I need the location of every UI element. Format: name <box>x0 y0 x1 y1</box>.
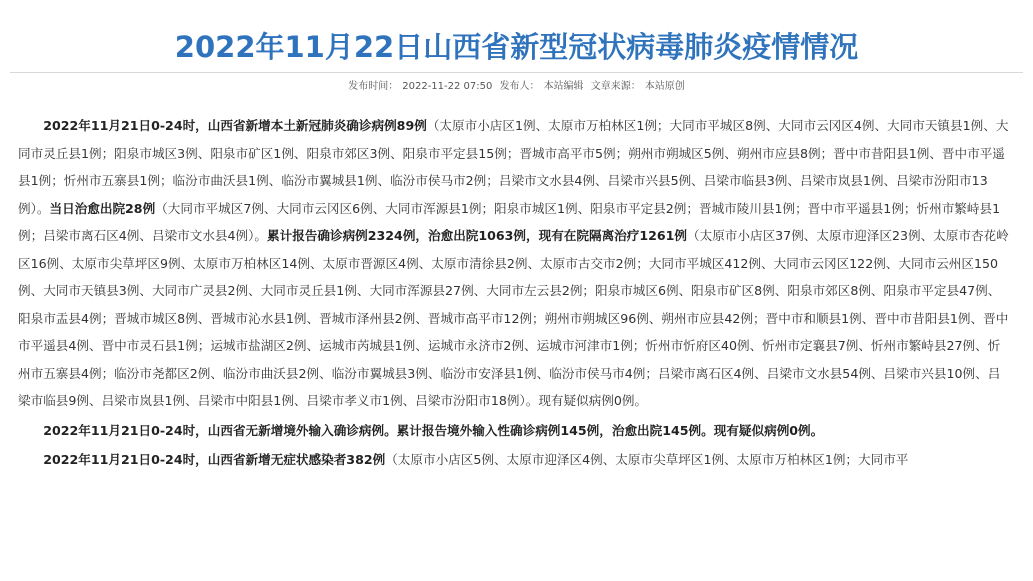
source-label: 文章来源： <box>590 81 641 92</box>
text-segment: （太原市小店区5例、太原市迎泽区4例、太原市尖草坪区1例、太原市万柏林区1例；大同市平 <box>385 452 909 467</box>
article-body <box>18 112 1011 476</box>
text-segment: （太原市小店区37例、太原市迎泽区23例、太原市杏花岭区16例、太原市尖草坪区9例、太原市万柏林区14例、太原市晋源区4例、太原市清徐县2例、太原市古交市2例；大同市平城区412例、大同市云冈区122例、大同市云州区150例、大同市天镇县3例、大同市广灵县2例、大同市灵丘县1例、大同市浑源县27例、大同市左云县2例；阳泉市城区6例、阳泉市矿区8例、阳泉市郊区8例、阳泉市平定县47例、阳泉市盂县4例；晋城市城区8例、晋城市沁水县1例、晋城市泽州县2例、晋城市高平市12例；朔州市朔城区96例、朔州市应县42例；晋中市和顺县1例、晋中市昔阳县1例、晋中市平遥县4例、晋中市灵石县1例；运城市盐湖区2例、运城市芮城县1例、运城市永济市2例、运城市河津市1例；忻州市忻府区40例、忻州市定襄县7例、忻州市繁峙县27例、忻州市五寨县4例；临汾市尧都区2例、临汾市曲沃县2例、临汾市翼城县3例、临汾市安泽县1例、临汾市侯马市4例；吕梁市离石区4例、吕梁市文水县54例、吕梁市兴县10例、吕梁市临县9例、吕梁市岚县1例、吕梁市中阳县1例、吕梁市孝义市1例、吕梁市汾阳市18例）。现有疑似病例0例。 <box>18 228 1009 408</box>
paragraph-imported-cases <box>18 417 1011 445</box>
publisher: 本站编辑 <box>543 81 584 92</box>
publish-time: 2022-11-22 07:50 <box>402 81 493 92</box>
text-segment: 2022年11月21日0-24时，山西省新增无症状感染者382例 <box>43 452 386 467</box>
paragraph-local-cases <box>18 112 1011 415</box>
text-segment: 2022年11月21日0-24时，山西省无新增境外输入确诊病例。累计报告境外输入性确诊病例145例，治愈出院145例。现有疑似病例0例。 <box>43 422 824 438</box>
text-segment: 当日治愈出院28例 <box>49 200 156 216</box>
article-meta <box>0 79 1033 95</box>
text-segment: 2022年11月21日0-24时，山西省新增本土新冠肺炎确诊病例89例 <box>43 118 427 133</box>
text-segment: （太原市小店区1例、太原市万柏林区1例；大同市平城区8例、大同市云冈区4例、大同市天镇县1例、大同市灵丘县1例；阳泉市城区3例、阳泉市矿区1例、阳泉市郊区3例、阳泉市平定县15例；晋城市高平市5例；朔州市朔城区5例、朔州市应县8例；晋中市昔阳县1例、晋中市平遥县1例；忻州市五寨县1例；临汾市曲沃县1例、临汾市翼城县1例、临汾市侯马市2例；吕梁市文水县4例、吕梁市兴县5例、吕梁市临县3例、吕梁市岚县1例、吕梁市汾阳市13例）。 <box>18 118 1009 216</box>
article-title: 2022年11月22日山西省新型冠状病毒肺炎疫情情况 <box>174 30 859 64</box>
paragraph-asymptomatic <box>18 446 1011 474</box>
source: 本站原创 <box>644 81 685 92</box>
publisher-label: 发布人： <box>499 81 540 92</box>
text-segment: （大同市平城区7例、大同市云冈区6例、大同市浑源县1例；阳泉市城区1例、阳泉市平定县2例；晋城市陵川县1例；晋中市平遥县1例；忻州市繁峙县1例；吕梁市离石区4例、吕梁市文水县4例）。 <box>18 200 1001 243</box>
publish-time-label: 发布时间： <box>348 81 399 92</box>
title-divider <box>10 72 1023 73</box>
text-segment: 累计报告确诊病例2324例，治愈出院1063例，现有在院隔离治疗1261例 <box>267 228 688 243</box>
